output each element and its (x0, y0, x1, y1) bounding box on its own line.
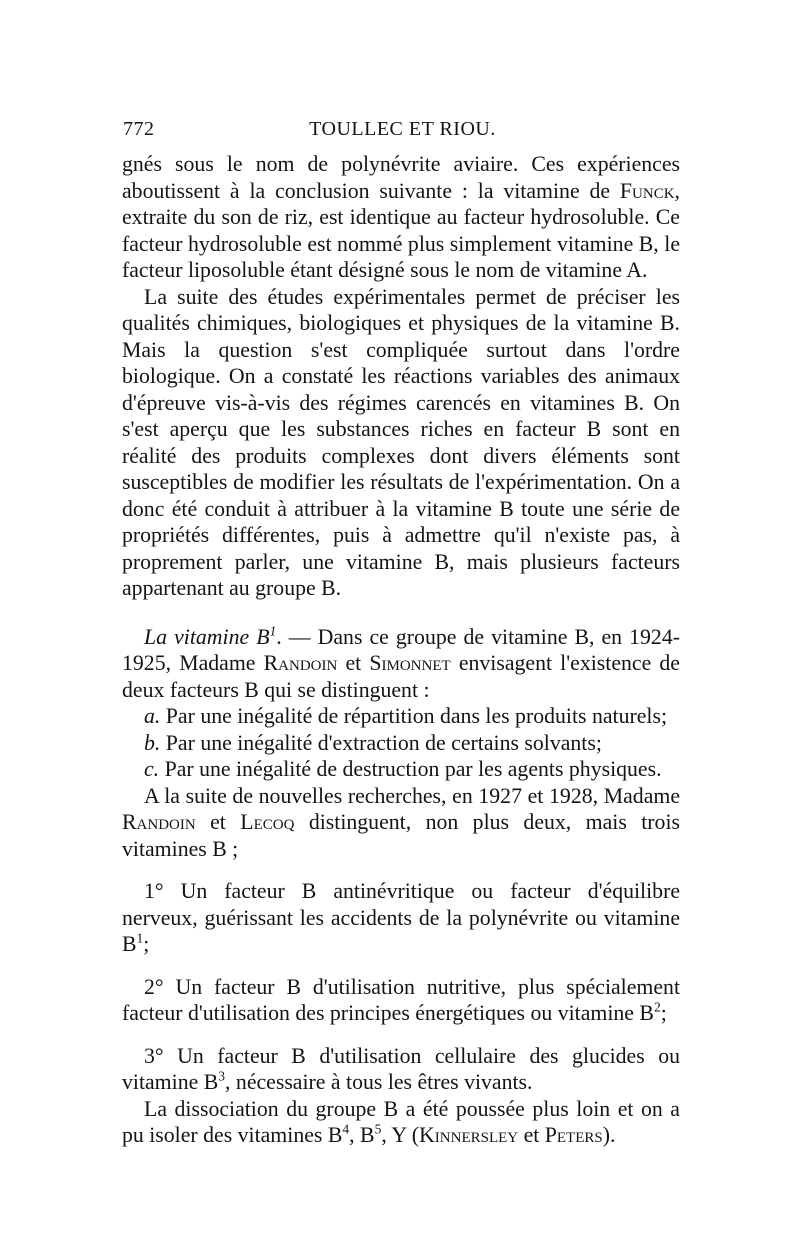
superscript: 5 (374, 1121, 382, 1137)
list-text: Par une inégalité de destruction par les agents physiques. (159, 757, 662, 781)
numbered-item-2 (122, 974, 680, 1027)
item-text: 1° Un facteur B antinévritique ou facteur d'équilibre nerveux, guérissant les accidents de la polynévrite ou vitamine B (122, 879, 680, 956)
list-marker: a. (144, 704, 161, 728)
page-number: 772 (123, 118, 155, 140)
author-name: Simonnet (369, 651, 451, 675)
item-end: , nécessaire à tous les êtres vivants. (225, 1070, 533, 1094)
author-name: Peters (544, 1123, 603, 1147)
list-item-b (144, 730, 680, 757)
list-item-c (144, 756, 680, 783)
paragraph-3 (122, 624, 680, 704)
paragraph-4 (122, 783, 680, 863)
author-name: Lecoq (240, 810, 295, 834)
list-text: Par une inégalité d'extraction de certains solvants; (160, 730, 602, 755)
superscript: 3 (218, 1068, 226, 1084)
numbered-item-3 (122, 1043, 680, 1096)
text-run: gnés sous le nom de polynévrite aviaire. Ces expériences aboutissent à la conclusion suivante : la vitamine de (122, 152, 680, 203)
text-run: La dissociation du groupe B a été poussée plus loin et on a pu isoler des vitamines B (122, 1096, 680, 1147)
list-marker: b. (144, 730, 161, 755)
text-run: , extraite du son de riz, est identique au facteur hydrosoluble. Ce facteur hydrosoluble est nommé plus simplement vitamine B, le facteur liposoluble étant désigné sous le nom de vitamine A. (122, 178, 680, 282)
text-run: , B (349, 1123, 375, 1147)
heading-text: La vitamine B (144, 624, 270, 649)
text-run: distinguent, non plus deux, mais trois vitamines B ; (122, 810, 680, 861)
author-name: Funck (619, 178, 675, 203)
text-run: A la suite de nouvelles recherches, en 1927 et 1928, Madame (144, 783, 680, 808)
item-text: 3° Un facteur B d'utilisation cellulaire des glucides ou vitamine B (122, 1043, 680, 1094)
paragraph-1 (122, 151, 680, 284)
text-run: et (195, 810, 241, 834)
paragraph-2: La suite des études expérimentales permet de préciser les qualités chimiques, biologiques et physiques de la vitamine B. Mais la question s'est compliquée surtout dans l'ordre biologique. On a constaté les réactions variables des animaux d'épreuve vis-à-vis des régimes carencés en vitamines B. On s'est aperçu que les substances riches en facteur B sont en réalité des produits complexes dont divers éléments sont susceptibles de modifier les résultats de l'expérimentation. On a donc été conduit à attribuer à la vitamine B toute une série de propriétés différentes, puis à admettre qu'il n'existe pas, à proprement parler, une vitamine B, mais plusieurs facteurs appartenant au groupe B. (122, 284, 680, 600)
author-name: Randoin (122, 810, 196, 834)
author-name: Randoin (263, 651, 338, 675)
section-heading (144, 625, 276, 649)
text-run: ). (602, 1123, 616, 1147)
item-text: 2° Un facteur B d'utilisation nutritive, plus spécialement facteur d'utilisation des principes énergétiques ou vitamine B (122, 974, 680, 1025)
lettered-list (144, 703, 680, 783)
author-name: Kinnersley (419, 1123, 519, 1147)
item-end: ; (660, 1001, 667, 1025)
text-run: et (518, 1123, 545, 1147)
list-marker: c. (144, 757, 160, 781)
item-end: ; (143, 932, 150, 956)
running-title: TOULLEC ET RIOU. (309, 118, 496, 140)
text-run: et (337, 651, 370, 675)
text-run: envisagent l'existence de deux facteurs B qui se distinguent : (122, 651, 680, 702)
text-run: , Y ( (381, 1123, 420, 1147)
superscript: 1 (269, 623, 277, 639)
body-text (122, 151, 680, 1149)
numbered-item-1 (122, 878, 680, 958)
superscript: 4 (342, 1121, 350, 1137)
superscript: 1 (136, 930, 144, 946)
paragraph-5 (122, 1096, 680, 1149)
superscript: 2 (653, 999, 661, 1015)
text-run: . — Dans ce groupe de vitamine B, en 1924-1925, Madame (122, 624, 680, 675)
list-text: Par une inégalité de répartition dans les produits naturels; (160, 704, 667, 728)
list-item-a (144, 703, 680, 730)
